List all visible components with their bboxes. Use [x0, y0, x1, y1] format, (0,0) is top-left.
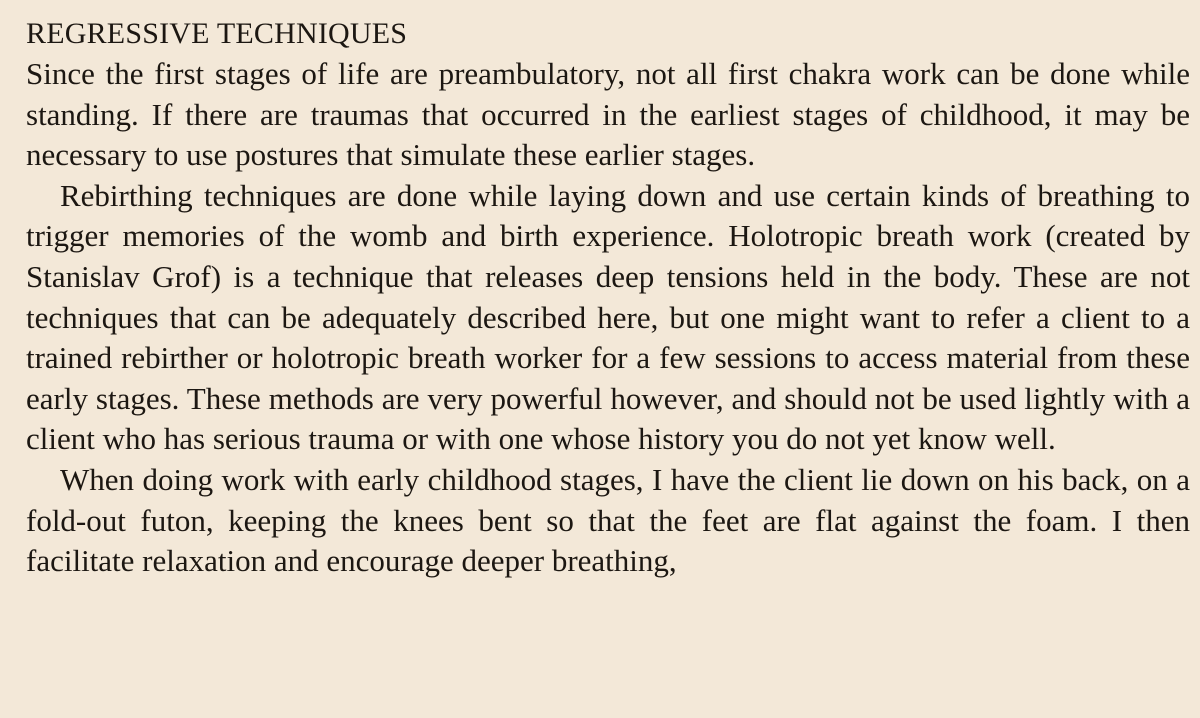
document-page [26, 14, 1190, 582]
paragraph-1: Since the first stages of life are preambulatory, not all first chakra work can be done while standing. If there are traumas that occurred in the earliest stages of childhood, it may be necessary to use postures that simulate these earlier stages. [26, 56, 1190, 173]
paragraph-3: When doing work with early childhood stages, I have the client lie down on his back, on a fold-out futon, keeping the knees bent so that the feet are flat against the foam. I then facilitate relaxation and encourage deeper breathing, [26, 461, 1190, 579]
section-heading: REGRESSIVE TECHNIQUES [26, 17, 408, 50]
paragraph-2: Rebirthing techniques are done while laying down and use certain kinds of breathing to trigger memories of the womb and birth experience. Holotropic breath work (created by Stanislav Grof) is a technique that releases deep tensions held in the body. These are not techniques that can be adequately described here, but one might want to refer a client to a trained rebirther or holotropic breath worker for a few sessions to access material from these early stages. These methods are very powerful however, and should not be used lightly with a client who has serious trauma or with one whose history you do not yet know well. [26, 177, 1190, 457]
